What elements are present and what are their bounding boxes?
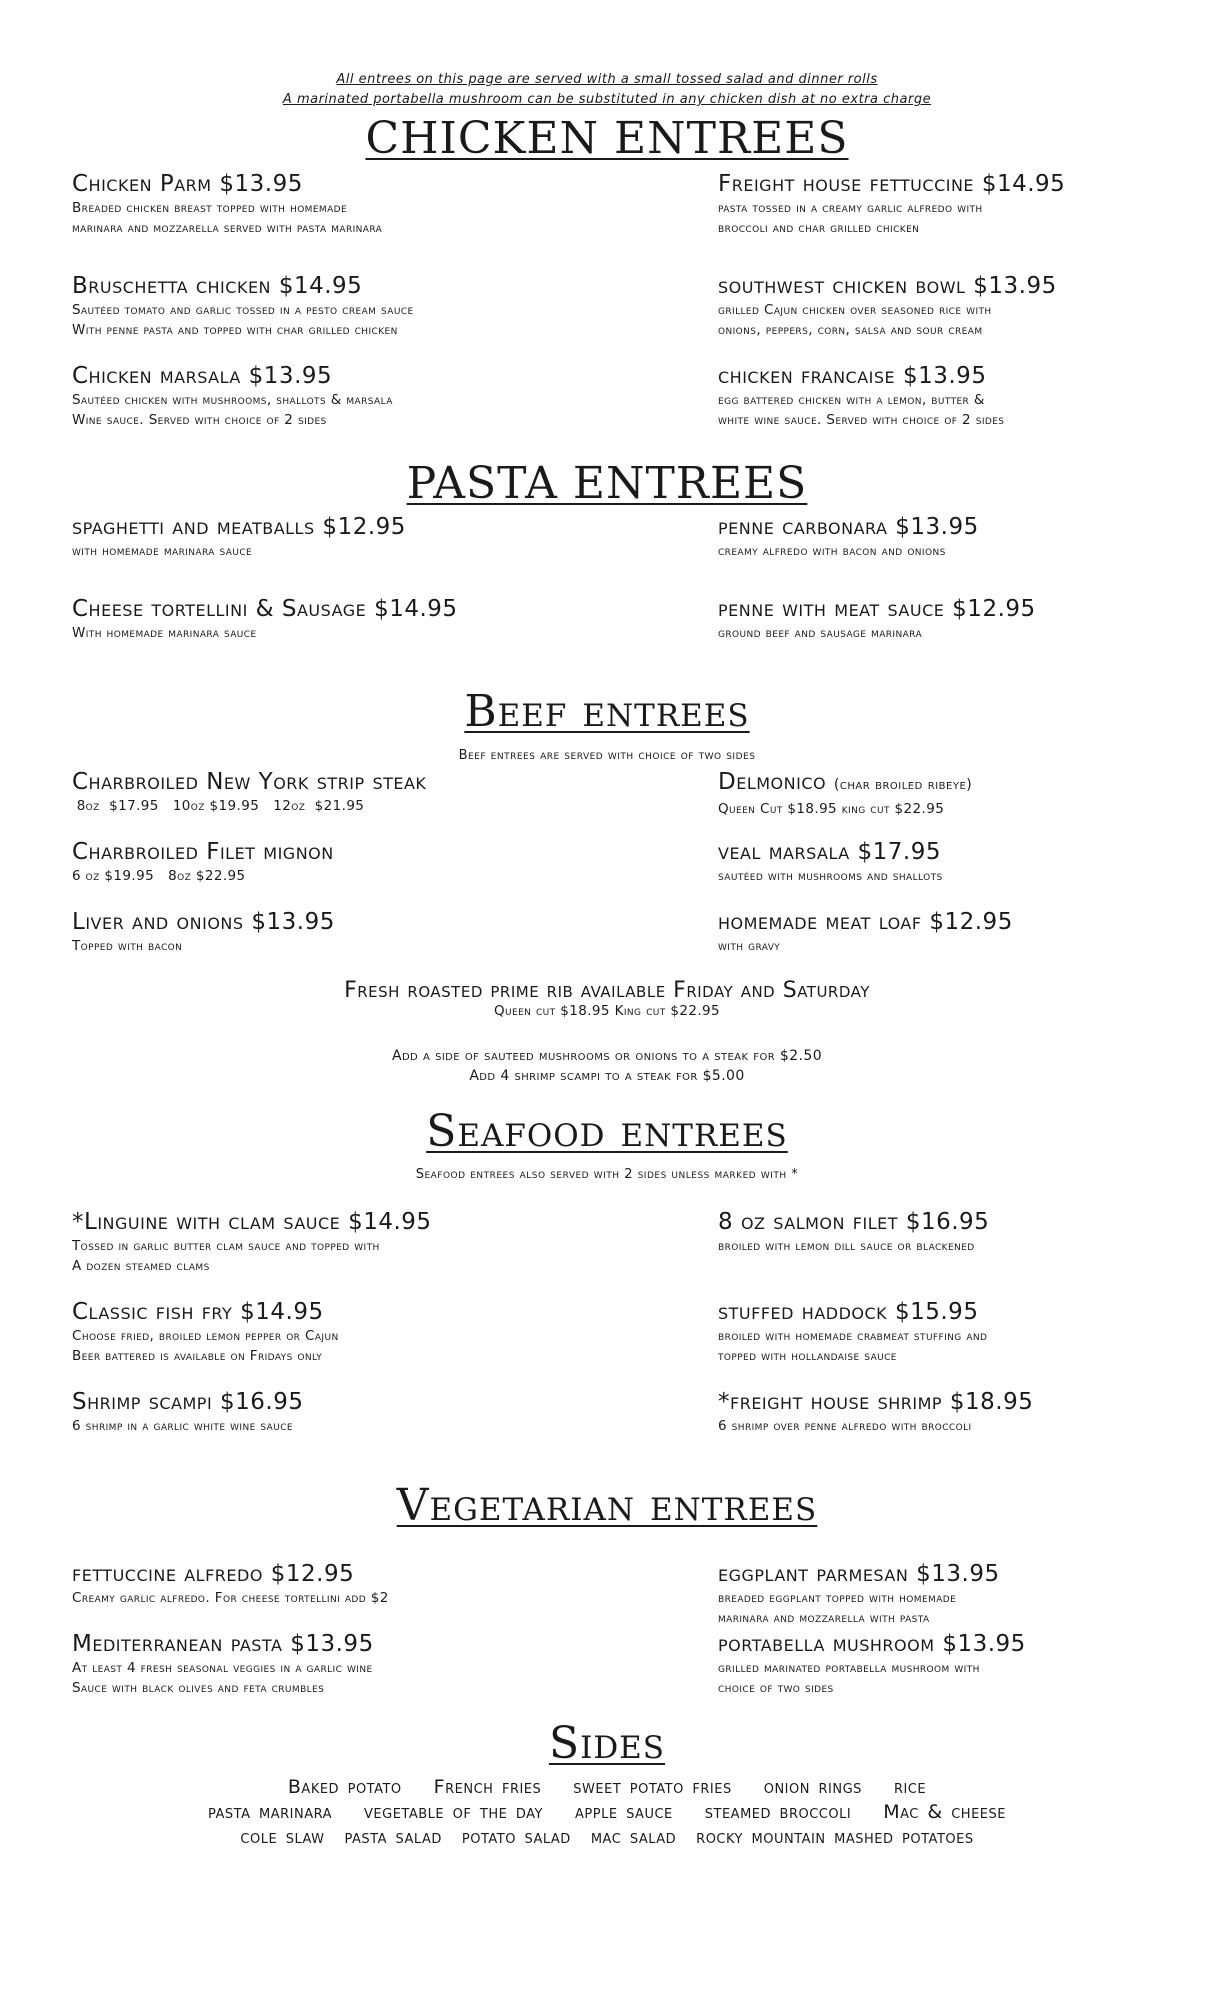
item-description: Sautéed tomato and garlic tossed in a pesto cream sauce With penne pasta and topped with char grilled chicken [72,302,414,338]
prime-rib-price: Queen cut $18.95 King cut $22.95 [493,1003,720,1019]
side-item: rice [893,1776,927,1798]
menu-item [72,170,632,238]
menu-item [718,1388,1214,1436]
side-item: sweet potato fries [573,1776,732,1798]
item-name: southwest chicken bowl $13.95 [718,273,1057,299]
steak-addons [0,1046,1214,1086]
side-item: onion rings [763,1776,862,1798]
item-name: *freight house shrimp $18.95 [718,1389,1034,1415]
menu-item [72,272,632,340]
item-description: Tossed in garlic butter clam sauce and topped with A dozen steamed clams [72,1238,380,1274]
item-name: chicken francaise $13.95 [718,363,987,389]
item-name: 8 oz salmon filet $16.95 [718,1209,990,1235]
item-description: Choose fried, broiled lemon pepper or Cajun Beer battered is available on Fridays only [72,1328,339,1364]
menu-item [72,1630,632,1698]
menu-item [72,595,632,643]
item-description: ground beef and sausage marinara [718,625,922,641]
side-item: pasta salad [344,1826,442,1848]
item-name: Freight house fettuccine $14.95 [718,171,1066,197]
menu-item [718,768,1214,819]
item-name: Shrimp scampi $16.95 [72,1389,304,1415]
menu-item [718,1630,1214,1698]
item-name: veal marsala $17.95 [718,839,942,865]
side-item: apple sauce [575,1801,673,1823]
prime-rib-special [0,978,1214,1019]
item-name: Mediterranean pasta $13.95 [72,1631,374,1657]
menu-item [718,272,1214,340]
side-item: steamed broccoli [704,1801,852,1823]
item-description: 6 shrimp in a garlic white wine sauce [72,1418,293,1434]
item-description: 8oz $17.95 10oz $19.95 12oz $21.95 [72,798,365,814]
menu-item [72,838,632,886]
sides-section-title: Sides [548,1718,666,1769]
beef-section-note: Beef entrees are served with choice of two sides [458,748,756,763]
item-name: Delmonico (char broiled ribeye) [718,769,973,795]
item-name: homemade meat loaf $12.95 [718,909,1013,935]
menu-item [72,1560,632,1608]
menu-item [718,595,1214,643]
item-description: egg battered chicken with a lemon, butter & white wine sauce. Served with choice of 2 sides [718,392,1005,428]
item-description: Topped with bacon [72,938,183,954]
item-description: grilled Cajun chicken over seasoned rice with onions, peppers, corn, salsa and sour cream [718,302,992,338]
menu-item [72,1298,632,1366]
item-name: *Linguine with clam sauce $14.95 [72,1209,432,1235]
item-description: Creamy garlic alfredo. For cheese tortellini add $2 [72,1590,389,1606]
item-name: Chicken marsala $13.95 [72,363,333,389]
item-name: eggplant parmesan $13.95 [718,1561,1000,1587]
menu-item [718,1560,1214,1628]
addon-mushrooms: Add a side of sauteed mushrooms or onions to a steak for $2.50 [391,1048,823,1064]
side-item: Mac & cheese [883,1801,1006,1823]
menu-item [718,362,1214,430]
chicken-section-title: CHICKEN ENTREES [365,113,849,164]
item-name: fettuccine alfredo $12.95 [72,1561,355,1587]
item-name: Liver and onions $13.95 [72,909,335,935]
item-name: penne carbonara $13.95 [718,514,979,540]
side-item: vegetable of the day [364,1801,543,1823]
menu-item [718,1208,1214,1256]
item-description: with homemade marinara sauce [72,543,253,559]
item-description: Sautéed chicken with mushrooms, shallots & marsala Wine sauce. Served with choice of 2 sides [72,392,393,428]
menu-item [72,1208,632,1276]
menu-item [72,768,632,816]
item-name: Classic fish fry $14.95 [72,1299,324,1325]
menu-item [72,513,632,561]
menu-item [718,170,1214,238]
item-name: penne with meat sauce $12.95 [718,596,1036,622]
item-name: spaghetti and meatballs $12.95 [72,514,406,540]
side-item: potato salad [461,1826,571,1848]
sides-row-1 [0,1776,1214,1798]
item-description: grilled marinated portabella mushroom with choice of two sides [718,1660,980,1696]
addon-shrimp: Add 4 shrimp scampi to a steak for $5.00 [469,1068,745,1084]
item-description: breaded eggplant topped with homemade marinara and mozzarella with pasta [718,1590,957,1626]
menu-item [718,513,1214,561]
item-description: 6 shrimp over penne alfredo with broccoli [718,1418,972,1434]
item-name: Chicken Parm $13.95 [72,171,303,197]
item-name: Cheese tortellini & Sausage $14.95 [72,596,458,622]
item-description: 6 oz $19.95 8oz $22.95 [72,868,246,884]
sides-row-2 [0,1801,1214,1823]
notice-portabella: A marinated portabella mushroom can be substituted in any chicken dish at no extra charge [282,92,932,107]
item-description: At least 4 fresh seasonal veggies in a garlic wine Sauce with black olives and feta crumbles [72,1660,373,1696]
item-name: stuffed haddock $15.95 [718,1299,979,1325]
notice-salad: All entrees on this page are served with a small tossed salad and dinner rolls [336,72,878,87]
side-item: rocky mountain mashed potatoes [696,1826,974,1848]
item-name: Charbroiled New York strip steak [72,769,427,795]
menu-item [72,1388,632,1436]
item-description: Queen Cut $18.95 king cut $22.95 [718,801,945,817]
side-item: pasta marinara [208,1801,333,1823]
menu-item [72,908,632,956]
vegetarian-section-title: Vegetarian entrees [396,1480,818,1531]
item-description: creamy alfredo with bacon and onions [718,543,946,559]
beef-section-title: Beef entrees [464,686,750,737]
pasta-section-title: PASTA ENTREES [406,458,808,509]
item-description: With homemade marinara sauce [72,625,257,641]
item-description: sautéed with mushrooms and shallots [718,868,943,884]
sides-row-3 [0,1826,1214,1848]
side-item: French fries [433,1776,542,1798]
seafood-section-title: Seafood entrees [426,1106,788,1157]
menu-item [718,1298,1214,1366]
menu-item [718,838,1214,886]
item-name: portabella mushroom $13.95 [718,1631,1026,1657]
side-item: cole slaw [240,1826,325,1848]
seafood-section-note: Seafood entrees also served with 2 sides unless marked with * [415,1167,799,1182]
item-description: pasta tossed in a creamy garlic alfredo with broccoli and char grilled chicken [718,200,983,236]
side-item: mac salad [590,1826,677,1848]
menu-item [72,362,632,430]
prime-rib-name: Fresh roasted prime rib available Friday and Saturday [344,978,870,1003]
item-description: broiled with lemon dill sauce or blackened [718,1238,975,1254]
item-description: Breaded chicken breast topped with homemade marinara and mozzarella served with pasta marinara [72,200,383,236]
item-name: Charbroiled Filet mignon [72,839,334,865]
item-name: Bruschetta chicken $14.95 [72,273,363,299]
item-description: with gravy [718,938,781,954]
menu-item [718,908,1214,956]
side-item: Baked potato [287,1776,402,1798]
item-description: broiled with homemade crabmeat stuffing and topped with hollandaise sauce [718,1328,988,1364]
